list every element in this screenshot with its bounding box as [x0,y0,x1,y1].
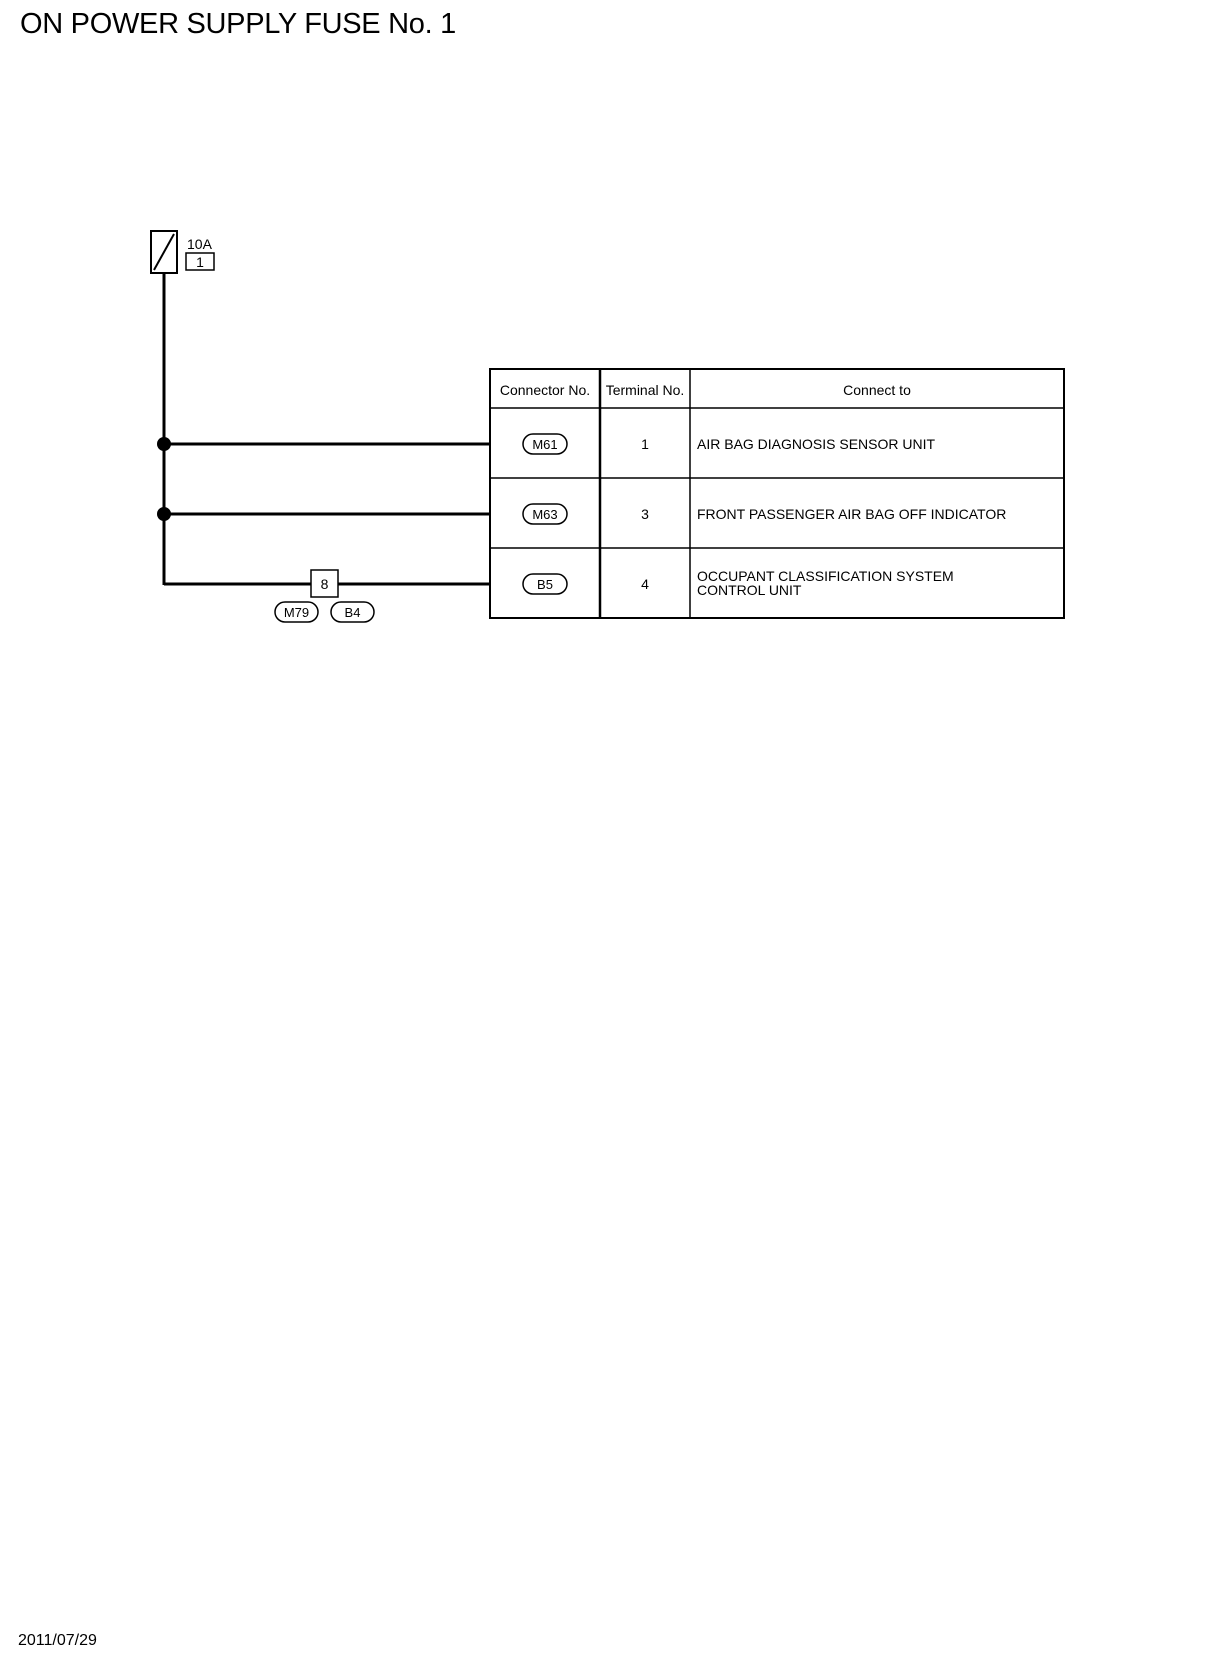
table-header-connector: Connector No. [499,382,591,398]
connect-to-text: OCCUPANT CLASSIFICATION SYSTEM [697,568,954,584]
connector-label: M61 [532,437,558,452]
connector-pill-m79 [275,602,318,622]
footer-date: 2011/07/29 [18,1632,97,1649]
terminal-number: 3 [641,506,649,522]
connect-to-text: AIR BAG DIAGNOSIS SENSOR UNIT [697,436,936,452]
connector-pill-b4 [331,602,374,622]
connect-to-text: FRONT PASSENGER AIR BAG OFF INDICATOR [697,506,1007,522]
connector-label: B5 [537,577,553,592]
table-header-terminal: Terminal No. [605,382,685,398]
splice-dot [157,507,171,521]
fuse-rating: 10A [187,236,212,252]
connector-label: M79 [283,605,310,620]
connector-table [490,369,1064,618]
fuse-icon [151,231,177,273]
joint-connector-terminal: 8 [320,576,329,592]
terminal-number: 1 [641,436,649,452]
splice-dot [157,437,171,451]
connect-to-text: CONTROL UNIT [697,582,802,598]
connector-label: B4 [344,605,361,620]
fuse-number: 1 [196,254,204,270]
page-title: ON POWER SUPPLY FUSE No. 1 [20,8,456,40]
terminal-number: 4 [641,576,649,592]
fuse-number-box [186,253,214,270]
table-header-connect-to: Connect to [843,382,911,398]
connector-label: M63 [532,507,558,522]
joint-connector-box [311,570,338,597]
